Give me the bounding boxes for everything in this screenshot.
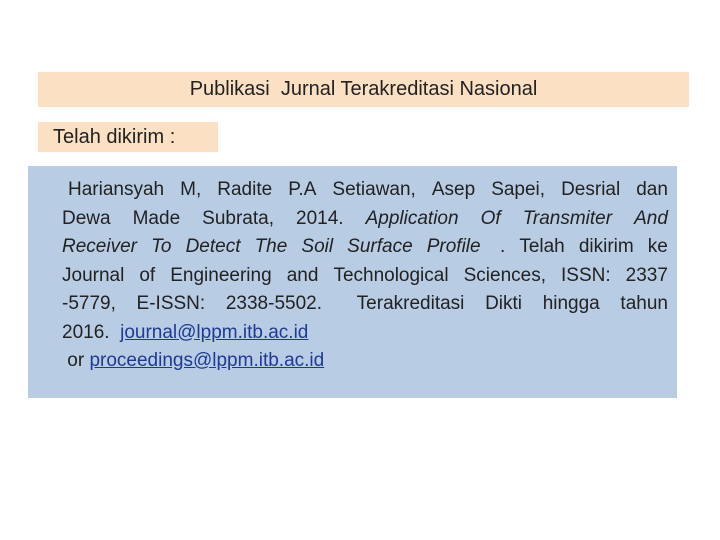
- word: Engineering: [170, 264, 272, 286]
- title-word: Of: [480, 207, 501, 229]
- word: and: [286, 264, 319, 286]
- word: Radite: [217, 179, 273, 200]
- reference-line-4: [62, 262, 668, 291]
- title-word: The: [254, 236, 288, 257]
- word: of: [139, 264, 156, 286]
- word: Desrial: [561, 179, 621, 200]
- word: 2338-5502.: [225, 293, 322, 314]
- reference-panel: [28, 166, 677, 398]
- word: Technological: [333, 264, 449, 286]
- word: Hariansyah: [68, 179, 165, 200]
- reference-line-2: [62, 205, 668, 234]
- word: M,: [180, 179, 202, 200]
- title-word: Soil: [301, 236, 334, 257]
- word: Setiawan,: [332, 179, 416, 200]
- word: ke: [647, 236, 668, 257]
- title-word: Profile: [426, 236, 481, 257]
- reference-line-3: [62, 233, 668, 262]
- word: Asep: [431, 179, 476, 200]
- word: -5779,: [62, 293, 116, 314]
- word: hingga: [542, 293, 600, 314]
- word: 2337: [625, 264, 668, 286]
- word: Sciences,: [463, 264, 546, 286]
- word: Terakreditasi: [356, 293, 465, 314]
- title-word: Transmiter: [522, 207, 613, 229]
- word: P.A: [288, 179, 317, 200]
- reference-line-7: [62, 347, 668, 376]
- word: tahun: [620, 293, 668, 314]
- title-word: Detect: [185, 236, 241, 257]
- title-word: Surface: [347, 236, 413, 257]
- word: 2014.: [296, 207, 344, 229]
- word: .: [494, 236, 506, 257]
- title-word: To: [151, 236, 172, 257]
- title-word: Application: [365, 207, 459, 229]
- word: Telah: [519, 236, 565, 257]
- word: Journal: [62, 264, 125, 286]
- title-word: And: [634, 207, 668, 229]
- word: E-ISSN:: [136, 293, 206, 314]
- word: ISSN:: [561, 264, 611, 286]
- email-link-proceedings[interactable]: proceedings@lppm.itb.ac.id: [89, 350, 325, 371]
- title-word: Receiver: [62, 236, 137, 257]
- reference-text: [62, 176, 668, 376]
- word: Made: [132, 207, 181, 229]
- reference-line-6: [62, 319, 668, 348]
- word: Dikti: [485, 293, 523, 314]
- status-label: Telah dikirim :: [38, 122, 218, 152]
- or-text: or: [62, 350, 90, 371]
- word: dikirim: [578, 236, 634, 257]
- year-text: 2016.: [62, 321, 121, 343]
- reference-line-1: [62, 176, 668, 205]
- reference-line-5: [62, 290, 668, 319]
- word: Subrata,: [202, 207, 274, 229]
- word: Sapei,: [491, 179, 546, 200]
- word: Dewa: [62, 207, 111, 229]
- email-link-journal[interactable]: journal@lppm.itb.ac.id: [120, 321, 309, 343]
- word: dan: [636, 179, 668, 200]
- page-title: Publikasi Jurnal Terakreditasi Nasional: [38, 72, 689, 107]
